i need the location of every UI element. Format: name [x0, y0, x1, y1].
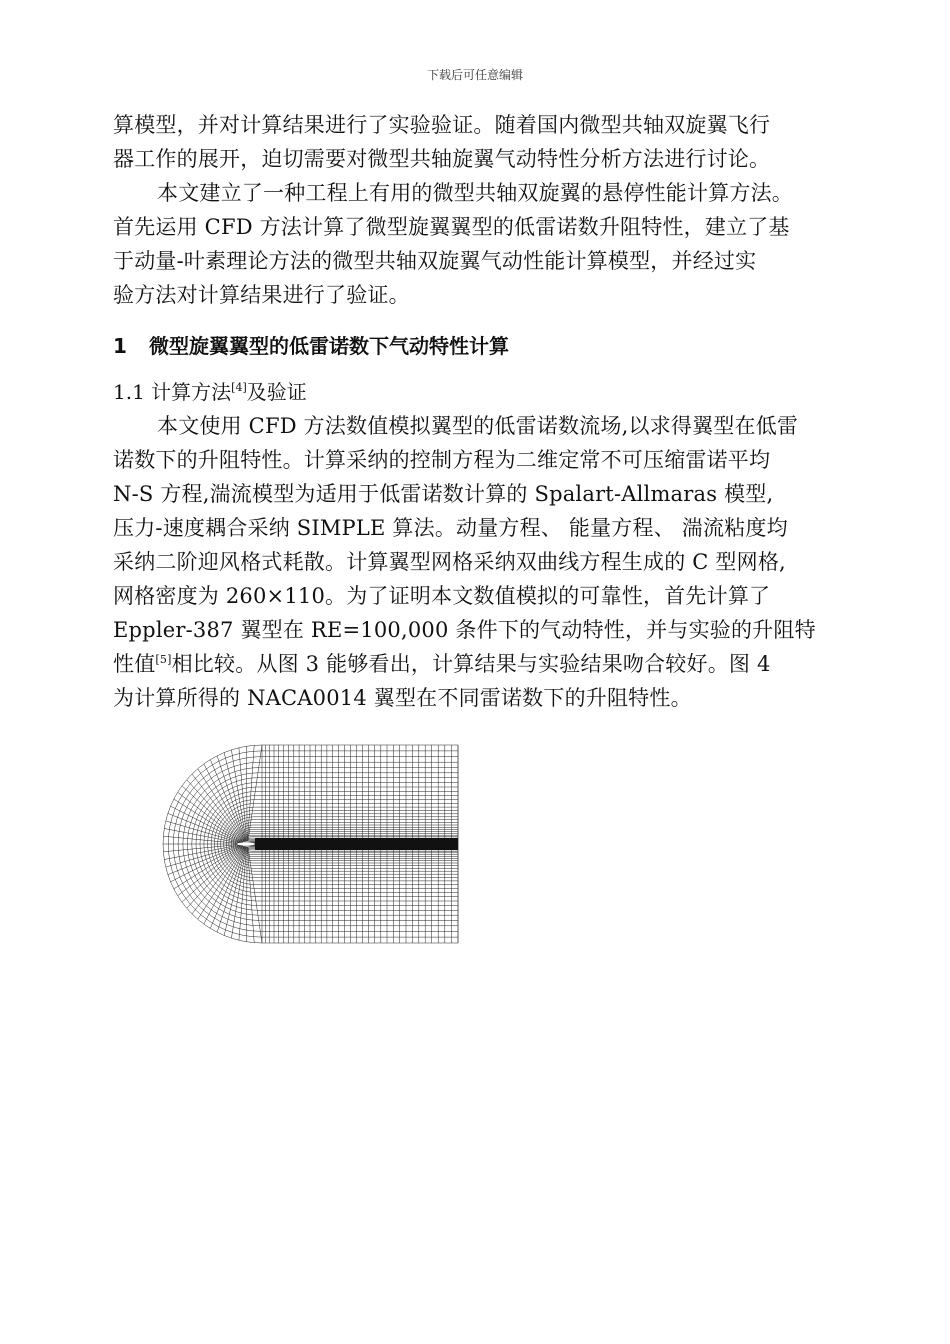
text-line: 于动量-叶素理论方法的微型共轴双旋翼气动性能计算模型，并经过实 — [113, 249, 757, 273]
wake-band — [255, 838, 458, 850]
text-line: 器工作的展开，迫切需要对微型共轴旋翼气动特性分析方法进行讨论。 — [113, 147, 771, 171]
text-line — [113, 647, 858, 681]
mesh-figure — [160, 733, 462, 955]
text-line: 验方法对计算结果进行了验证。 — [113, 283, 410, 307]
text-span: 相比较。从图 3 能够看出，计算结果与实验结果吻合较好。图 4 — [171, 652, 771, 676]
section-title: 微型旋翼翼型的低雷诺数下气动特性计算 — [149, 334, 509, 358]
text-line: 本文建立了一种工程上有用的微型共轴双旋翼的悬停性能计算方法。 — [157, 181, 793, 205]
airfoil-shape — [237, 842, 255, 845]
text-span: 性值 — [113, 652, 156, 676]
c-mesh-svg — [160, 733, 462, 955]
section-number: 1 — [113, 334, 127, 358]
text-line: 诺数下的升阻特性。计算采纳的控制方程为二维定常不可压缩雷诺平均 — [113, 448, 771, 472]
text-line: 网格密度为 260×110。为了证明本文数值模拟的可靠性，首先计算了 — [113, 584, 771, 608]
text-line: 算模型，并对计算结果进行了实验验证。随着国内微型共轴双旋翼飞行 — [113, 113, 771, 137]
intro-paragraph — [113, 108, 858, 312]
subsection-heading — [113, 375, 858, 409]
section-heading — [113, 329, 858, 363]
citation: [4] — [231, 381, 247, 394]
subsection-title: 1.1 计算方法 — [113, 380, 232, 404]
text-line: 压力-速度耦合采纳 SIMPLE 算法。动量方程、 能量方程、 湍流粘度均 — [113, 516, 788, 540]
text-line: 本文使用 CFD 方法数值模拟翼型的低雷诺数流场,以求得翼型在低雷 — [157, 414, 799, 438]
subsection-title-suffix: 及验证 — [246, 380, 307, 404]
text-line: Eppler-387 翼型在 RE=100,000 条件下的气动特性，并与实验的升阻特 — [113, 618, 816, 642]
citation: [5] — [155, 653, 172, 666]
text-line: N-S 方程,湍流模型为适用于低雷诺数计算的 Spalart-Allmaras 模型, — [113, 482, 774, 506]
text-line: 首先运用 CFD 方法计算了微型旋翼翼型的低雷诺数升阻特性，建立了基 — [113, 215, 790, 239]
text-line: 采纳二阶迎风格式耗散。计算翼型网格采纳双曲线方程生成的 C 型网格, — [113, 550, 786, 574]
body-paragraph — [113, 409, 858, 715]
page-header: 下载后可任意编辑 — [426, 68, 523, 82]
text-line: 为计算所得的 NACA0014 翼型在不同雷诺数下的升阻特性。 — [113, 686, 692, 710]
